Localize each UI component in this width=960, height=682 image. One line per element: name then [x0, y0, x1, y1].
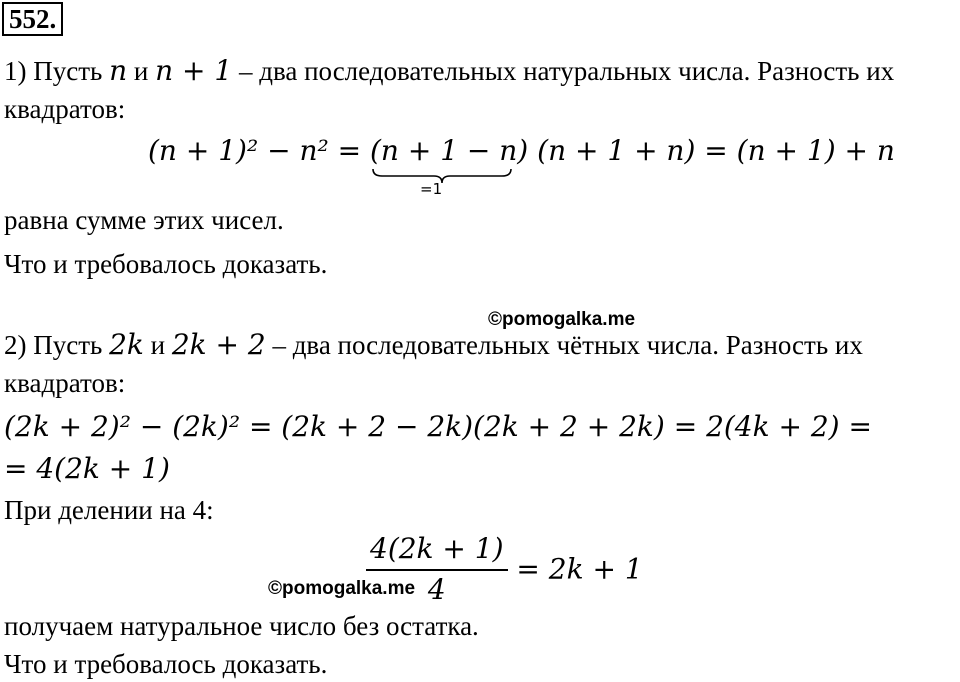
part2-intro-prefix: 2) Пусть: [4, 330, 110, 360]
part1-intro-prefix: 1) Пусть: [4, 56, 110, 86]
part1-var-n-plus-1: n + 1: [155, 54, 233, 87]
part1-line2: квадратов:: [4, 94, 126, 124]
part1-and: и: [127, 56, 156, 86]
fraction-denominator: 4: [427, 573, 446, 606]
part1-eq-brace-text: (n + 1 − n): [369, 134, 529, 167]
part2-line2: квадратов:: [4, 368, 126, 398]
part2-intro-suffix: – два последовательных чётных числа. Разность их: [265, 330, 863, 360]
part1-eq-braced: [370, 134, 528, 167]
part2-var-b: 2k + 2: [171, 328, 266, 361]
part1-intro-line: [4, 55, 894, 87]
fraction-result: = 2k + 1: [507, 552, 643, 586]
part2-and: и: [143, 330, 172, 360]
fraction-numerator: 4(2k + 1): [366, 532, 508, 571]
part1-line4: равна сумме этих чисел.: [4, 205, 284, 235]
part1-eq-right: (n + 1 + n) = (n + 1) + n: [537, 134, 895, 167]
part1-line5: Что и требовалось доказать.: [4, 249, 328, 279]
watermark: ©pomogalka.me: [488, 309, 636, 330]
part1-eq-left: (n + 1)² − n² =: [148, 134, 370, 167]
brace-label: =1: [420, 180, 443, 198]
part1-var-n: n: [109, 54, 128, 87]
part2-division-line: При делении на 4:: [4, 495, 214, 525]
watermark: ©pomogalka.me: [268, 578, 416, 599]
part2-var-a: 2k: [109, 328, 144, 361]
part2-result-line: получаем натуральное число без остатка.: [4, 611, 479, 641]
part2-end-line: Что и требовалось доказать.: [4, 649, 328, 679]
part2-intro-line: [4, 329, 863, 361]
problem-number: 552.: [2, 2, 63, 36]
part1-equation: [148, 134, 895, 167]
part2-equation-2: = 4(2k + 1): [4, 452, 170, 485]
part2-equation-1: (2k + 2)² − (2k)² = (2k + 2 − 2k)(2k + 2 + 2k) = 2(4k + 2) =: [4, 410, 872, 443]
part1-intro-suffix: – два последовательных натуральных числа. Разность их: [232, 56, 895, 86]
